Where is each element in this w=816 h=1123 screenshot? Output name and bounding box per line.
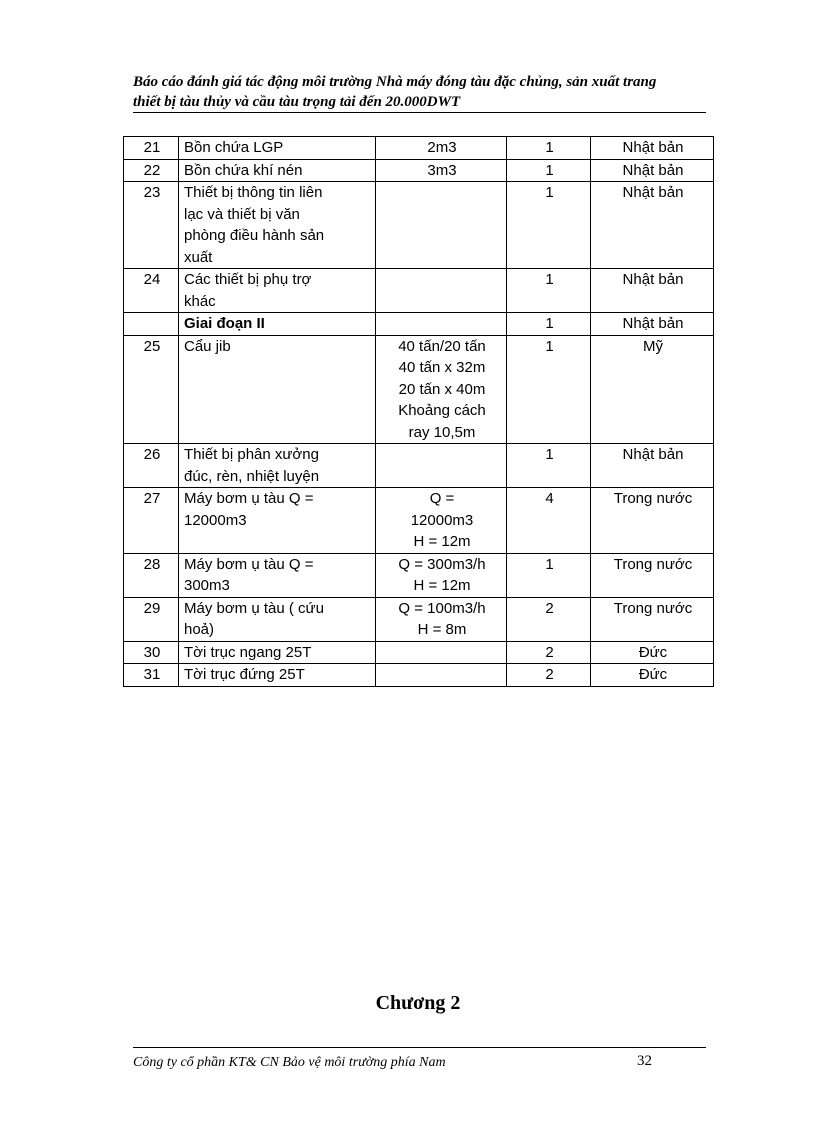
table-row bbox=[124, 269, 714, 313]
header-line-2: thiết bị tàu thủy và cầu tàu trọng tải đến 20.000DWT bbox=[133, 94, 461, 110]
cell-name bbox=[179, 444, 376, 488]
cell-spec bbox=[376, 335, 507, 444]
name-line: Cẩu jib bbox=[184, 337, 231, 355]
spec-line: Q = 300m3/h bbox=[398, 555, 486, 573]
cell-origin: Trong nước bbox=[591, 597, 714, 641]
table-row bbox=[124, 597, 714, 641]
cell-origin: Mỹ bbox=[591, 335, 714, 444]
spec-line: 12000m3 bbox=[410, 511, 474, 529]
name-line: Các thiết bị phụ trợ bbox=[184, 271, 312, 288]
cell-name bbox=[179, 488, 376, 554]
header-rule bbox=[133, 112, 706, 113]
spec-line: 20 tấn x 40m bbox=[398, 380, 486, 398]
cell-qty: 1 bbox=[507, 269, 591, 313]
name-line: Bồn chứa khí nén bbox=[184, 161, 303, 179]
cell-origin: Trong nước bbox=[591, 488, 714, 554]
table-row bbox=[124, 553, 714, 597]
cell-no: 27 bbox=[124, 488, 179, 554]
cell-no: 31 bbox=[124, 664, 179, 687]
cell-name bbox=[179, 269, 376, 313]
table-row bbox=[124, 159, 714, 182]
cell-no: 30 bbox=[124, 641, 179, 664]
cell-no: 26 bbox=[124, 444, 179, 488]
table-row bbox=[124, 488, 714, 554]
cell-name bbox=[179, 553, 376, 597]
name-line: Máy bơm ụ tàu ( cứu bbox=[184, 599, 324, 617]
cell-origin: Nhật bản bbox=[591, 137, 714, 160]
table-row bbox=[124, 182, 714, 269]
cell-no: 24 bbox=[124, 269, 179, 313]
cell-origin: Nhật bản bbox=[591, 182, 714, 269]
cell-no: 28 bbox=[124, 553, 179, 597]
spec-line: H = 8m bbox=[417, 621, 467, 638]
spec-line: ray 10,5m bbox=[408, 423, 476, 441]
cell-qty: 4 bbox=[507, 488, 591, 554]
cell-qty: 1 bbox=[507, 444, 591, 488]
equipment-table-body bbox=[124, 137, 714, 687]
cell-spec bbox=[376, 488, 507, 554]
cell-spec bbox=[376, 641, 507, 664]
cell-spec bbox=[376, 182, 507, 269]
cell-qty: 1 bbox=[507, 335, 591, 444]
name-line: Giai đoạn II bbox=[184, 315, 265, 332]
chapter-title: Chương 2 bbox=[375, 992, 461, 1014]
cell-name bbox=[179, 335, 376, 444]
header-line-1: Báo cáo đánh giá tác động môi trường Nhà máy đóng tàu đặc chủng, sản xuất trang bbox=[133, 74, 657, 90]
cell-origin: Nhật bản bbox=[591, 313, 714, 336]
name-line: Thiết bị thông tin liên bbox=[184, 184, 323, 201]
name-line: Máy bơm ụ tàu Q = bbox=[184, 555, 314, 573]
cell-origin: Nhật bản bbox=[591, 159, 714, 182]
spec-line: 40 tấn/20 tấn bbox=[398, 337, 486, 355]
cell-name bbox=[179, 313, 376, 336]
cell-spec bbox=[376, 597, 507, 641]
table-row bbox=[124, 335, 714, 444]
cell-spec bbox=[376, 664, 507, 687]
spec-line: Q = 100m3/h bbox=[398, 599, 486, 617]
name-line: hoả) bbox=[184, 621, 215, 638]
cell-name bbox=[179, 137, 376, 160]
spec-line: 3m3 bbox=[427, 161, 457, 179]
cell-name bbox=[179, 597, 376, 641]
cell-qty: 2 bbox=[507, 597, 591, 641]
table-row bbox=[124, 313, 714, 336]
cell-no: 23 bbox=[124, 182, 179, 269]
cell-origin: Đức bbox=[591, 664, 714, 687]
cell-name bbox=[179, 641, 376, 664]
cell-spec bbox=[376, 269, 507, 313]
name-line: Máy bơm ụ tàu Q = bbox=[184, 490, 314, 507]
cell-spec bbox=[376, 313, 507, 336]
name-line: Tời trục đứng 25T bbox=[184, 666, 305, 683]
cell-name bbox=[179, 182, 376, 269]
cell-qty: 1 bbox=[507, 553, 591, 597]
table-row bbox=[124, 444, 714, 488]
cell-no: 29 bbox=[124, 597, 179, 641]
cell-spec bbox=[376, 137, 507, 160]
cell-qty: 2 bbox=[507, 664, 591, 687]
footer-rule bbox=[133, 1047, 706, 1048]
equipment-table bbox=[123, 136, 714, 687]
table-row bbox=[124, 137, 714, 160]
cell-qty: 1 bbox=[507, 137, 591, 160]
cell-no bbox=[124, 313, 179, 336]
cell-qty: 1 bbox=[507, 182, 591, 269]
name-line: 300m3 bbox=[184, 577, 230, 594]
name-line: phòng điều hành sản bbox=[184, 227, 325, 244]
document-header bbox=[133, 72, 708, 112]
cell-qty: 2 bbox=[507, 641, 591, 664]
cell-name bbox=[179, 159, 376, 182]
cell-spec bbox=[376, 553, 507, 597]
cell-spec bbox=[376, 444, 507, 488]
cell-qty: 1 bbox=[507, 159, 591, 182]
table-row bbox=[124, 641, 714, 664]
cell-origin: Đức bbox=[591, 641, 714, 664]
name-line: Tời trục ngang 25T bbox=[184, 643, 312, 661]
spec-line: Khoảng cách bbox=[398, 402, 486, 419]
spec-line: Q = bbox=[429, 490, 455, 507]
name-line: đúc, rèn, nhiệt luyện bbox=[184, 467, 320, 485]
name-line: lạc và thiết bị văn bbox=[184, 205, 300, 223]
footer-company: Công ty cổ phần KT& CN Bảo vệ môi trường phía Nam bbox=[133, 1055, 446, 1070]
table-row bbox=[124, 664, 714, 687]
name-line: xuất bbox=[184, 248, 213, 266]
name-line: Thiết bị phân xưởng bbox=[184, 446, 319, 463]
cell-origin: Nhật bản bbox=[591, 269, 714, 313]
cell-origin: Trong nước bbox=[591, 553, 714, 597]
page-number: 32 bbox=[637, 1053, 652, 1069]
spec-line: H = 12m bbox=[413, 533, 471, 550]
cell-no: 21 bbox=[124, 137, 179, 160]
cell-spec bbox=[376, 159, 507, 182]
name-line: khác bbox=[184, 292, 216, 310]
cell-no: 25 bbox=[124, 335, 179, 444]
cell-origin: Nhật bản bbox=[591, 444, 714, 488]
spec-line: 40 tấn x 32m bbox=[398, 359, 486, 376]
spec-line: H = 12m bbox=[413, 577, 471, 594]
name-line: Bồn chứa LGP bbox=[184, 139, 284, 156]
cell-qty: 1 bbox=[507, 313, 591, 336]
cell-no: 22 bbox=[124, 159, 179, 182]
name-line: 12000m3 bbox=[184, 511, 247, 529]
spec-line: 2m3 bbox=[427, 139, 457, 156]
cell-name bbox=[179, 664, 376, 687]
